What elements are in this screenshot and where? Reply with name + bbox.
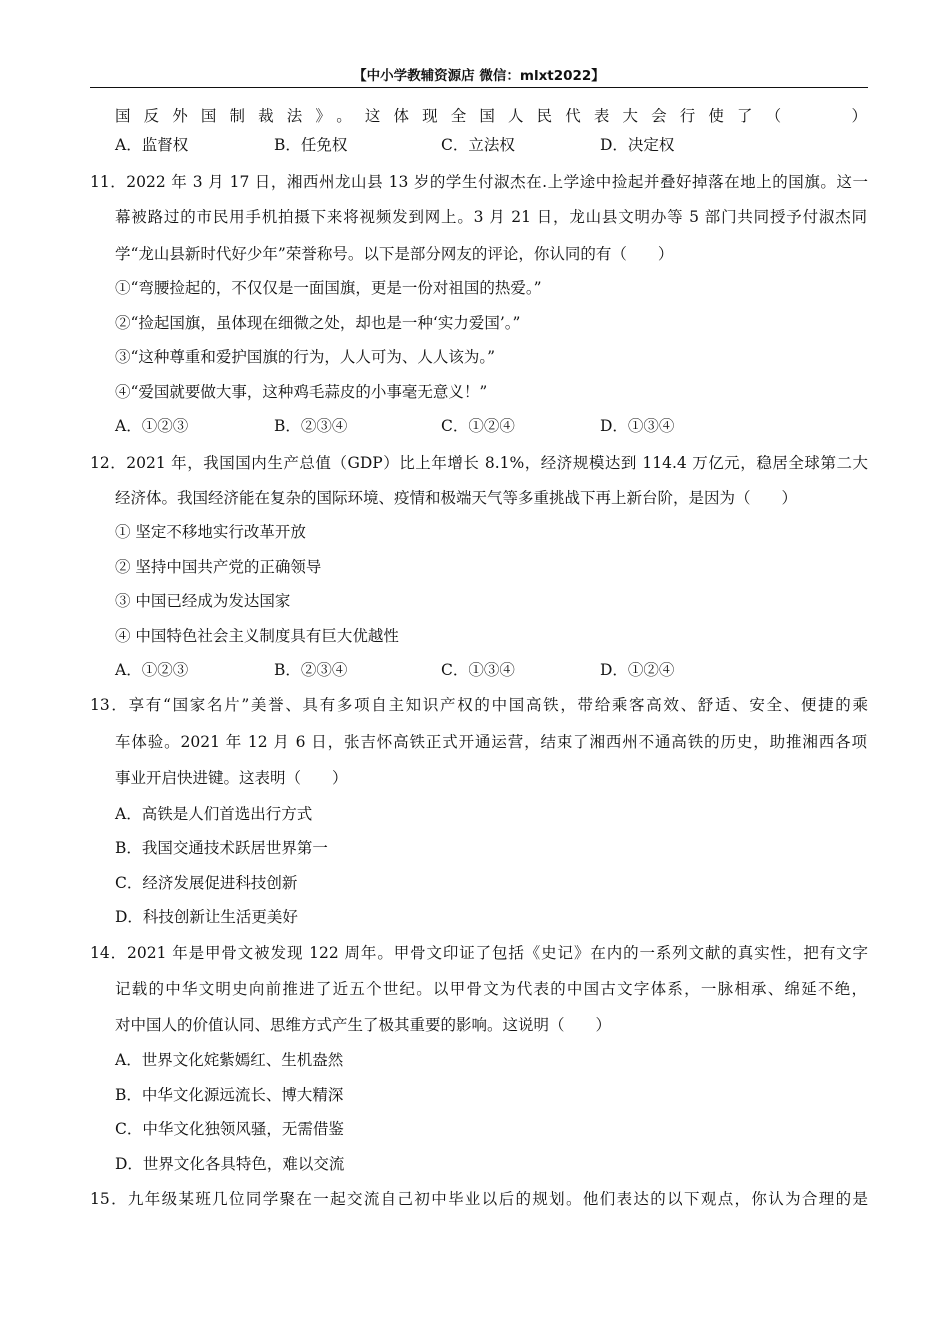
q12-statement-3: ③ 中国已经成为发达国家 — [115, 592, 291, 610]
header-rule — [90, 87, 868, 88]
page-header: 【中小学教辅资源店 微信：mlxt2022】 — [353, 68, 605, 84]
q12-option-c: C．①③④ — [441, 661, 515, 679]
q10-option-c: C．立法权 — [441, 136, 515, 154]
q14-line3: 对中国人的价值认同、思维方式产生了极其重要的影响。这说明（ ） — [115, 1016, 612, 1034]
q14-line1: 14．2021 年是甲骨文被发现 122 周年。甲骨文印证了包括《史记》在内的一系列文献的真实性，把有文字 — [90, 944, 868, 962]
q11-statement-3: ③“这种尊重和爱护国旗的行为，人人可为、人人该为。” — [115, 348, 496, 366]
q12-line1: 12．2021 年，我国国内生产总值（GDP）比上年增长 8.1%，经济规模达到 114.4 万亿元，稳居全球第二大 — [90, 454, 868, 472]
q10-option-a: A．监督权 — [115, 136, 189, 154]
q13-line1: 13．享有“国家名片”美誉、具有多项自主知识产权的中国高铁，带给乘客高效、舒适、安全、便捷的乘 — [90, 696, 868, 714]
q14-option-d: D．世界文化各具特色，难以交流 — [115, 1155, 345, 1173]
q12-line2: 经济体。我国经济能在复杂的国际环境、疫情和极端天气等多重挑战下再上新台阶，是因为（ ） — [115, 489, 798, 507]
q13-line3: 事业开启快进键。这表明（ ） — [115, 769, 348, 787]
q12-option-d: D．①②④ — [600, 661, 675, 679]
q11-option-d: D．①③④ — [600, 417, 675, 435]
q12-option-a: A．①②③ — [115, 661, 189, 679]
q11-statement-4: ④“爱国就要做大事，这种鸡毛蒜皮的小事毫无意义！” — [115, 383, 488, 401]
q14-option-c: C．中华文化独领风骚，无需借鉴 — [115, 1120, 344, 1138]
q11-line1: 11．2022 年 3 月 17 日，湘西州龙山县 13 岁的学生付淑杰在.上学途中捡起并叠好掉落在地上的国旗。这一 — [90, 173, 868, 191]
q14-option-b: B．中华文化源远流长、博大精深 — [115, 1086, 344, 1104]
q11-line2: 幕被路过的市民用手机拍摄下来将视频发到网上。3 月 21 日，龙山县文明办等 5 部门共同授予付淑杰同 — [115, 208, 867, 226]
q11-statement-1: ①“弯腰捡起的，不仅仅是一面国旗，更是一份对祖国的热爱。” — [115, 279, 542, 297]
q12-statement-2: ② 坚持中国共产党的正确领导 — [115, 558, 322, 576]
q13-line2: 车体验。2021 年 12 月 6 日，张吉怀高铁正式开通运营，结束了湘西州不通高铁的历史，助推湘西各项 — [115, 733, 867, 751]
q14-line2: 记载的中华文明史向前推进了近五个世纪。以甲骨文为代表的中国古文字体系，一脉相承、绵延不绝， — [115, 980, 867, 998]
q11-line3: 学“龙山县新时代好少年”荣誉称号。以下是部分网友的评论，你认同的有（ ） — [115, 245, 674, 263]
q14-option-a: A．世界文化姹紫嫣红、生机盎然 — [115, 1051, 344, 1069]
q13-option-a: A．高铁是人们首选出行方式 — [115, 805, 313, 823]
q11-option-c: C．①②④ — [441, 417, 515, 435]
q10-continuation: 国反外国制裁法》。这体现全国人民代表大会行使了（ ） — [115, 107, 867, 125]
q10-option-b: B．任免权 — [274, 136, 348, 154]
q10-option-d: D．决定权 — [600, 136, 675, 154]
q13-option-d: D．科技创新让生活更美好 — [115, 908, 298, 926]
q13-option-b: B．我国交通技术跃居世界第一 — [115, 839, 328, 857]
q13-option-c: C．经济发展促进科技创新 — [115, 874, 298, 892]
q12-option-b: B．②③④ — [274, 661, 348, 679]
q15-line1: 15．九年级某班几位同学聚在一起交流自己初中毕业以后的规划。他们表达的以下观点，你认为合理的是 — [90, 1190, 868, 1208]
q12-statement-4: ④ 中国特色社会主义制度具有巨大优越性 — [115, 627, 399, 645]
q12-statement-1: ① 坚定不移地实行改革开放 — [115, 523, 306, 541]
q11-option-a: A．①②③ — [115, 417, 189, 435]
q11-statement-2: ②“捡起国旗，虽体现在细微之处，却也是一种‘实力爱国’。” — [115, 314, 521, 332]
q11-option-b: B．②③④ — [274, 417, 348, 435]
